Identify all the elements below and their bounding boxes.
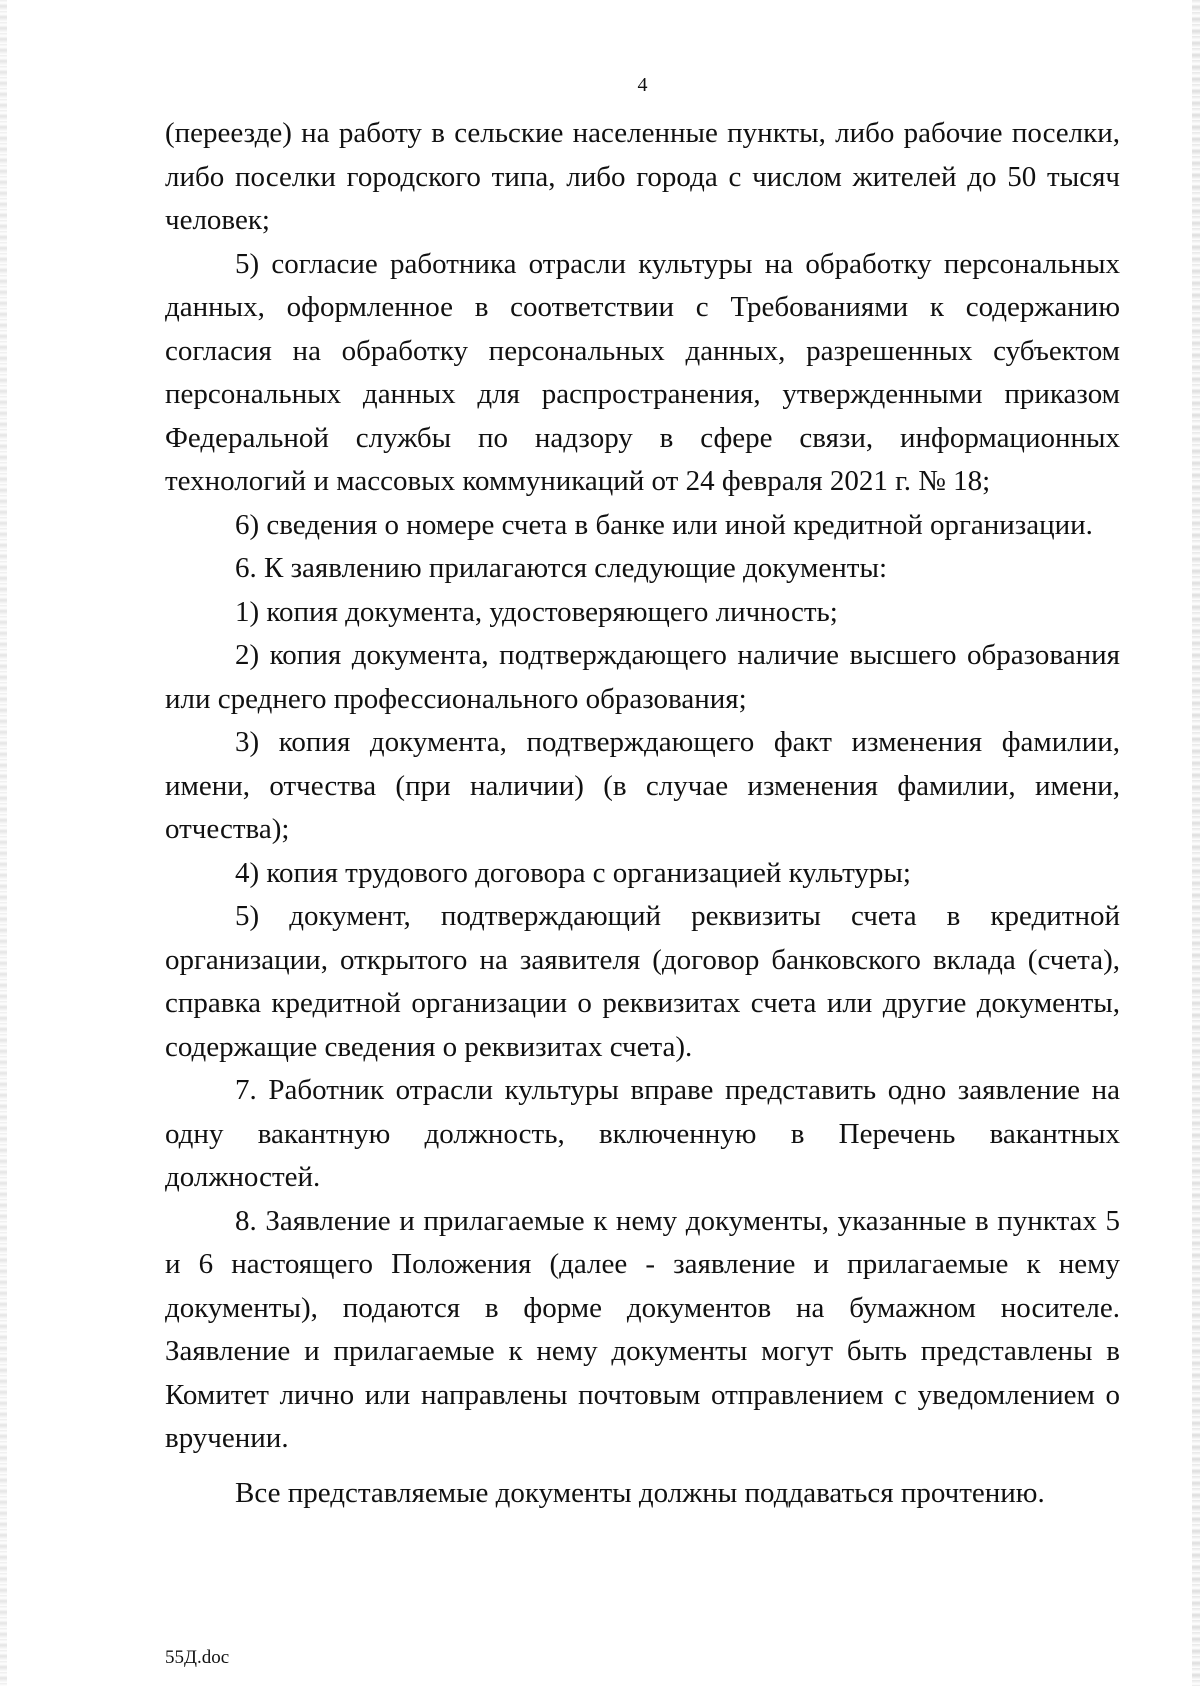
paragraph-doc-4: 4) копия трудового договора с организацией культуры; (235, 856, 911, 889)
scan-edge-right (1192, 0, 1200, 1686)
paragraph-legibility: Все представляемые документы должны поддаваться прочтению. (235, 1476, 1045, 1509)
paragraph-item-5-consent: 5) согласие работника отрасли культуры на обработку персональных данных, оформленное в соответствии с Требованиями к содержанию согласия на обработку персональных данных, разрешенных субъектом персональных данных для распространения, утвержденными приказом Федеральной службы по надзору в сфере связи, информационных технологий и массовых коммуникаций от 24 февраля 2021 г. № 18; (165, 247, 1120, 497)
paragraph-continuation: (переезде) на работу в сельские населенные пункты, либо рабочие поселки, либо поселки городского типа, либо города с числом жителей до 50 тысяч человек; (165, 117, 1120, 236)
paragraph-doc-3: 3) копия документа, подтверждающего факт изменения фамилии, имени, отчества (при наличии) (в случае изменения фамилии, имени, отчества); (165, 726, 1120, 845)
scan-edge-left (0, 0, 7, 1686)
footer-filename: 55Д.doc (165, 1647, 230, 1668)
paragraph-doc-1: 1) копия документа, удостоверяющего личность; (235, 595, 838, 628)
paragraph-section-6: 6. К заявлению прилагаются следующие документы: (235, 552, 888, 584)
paragraph-doc-2: 2) копия документа, подтверждающего наличие высшего образования или среднего профессионального образования; (165, 639, 1120, 715)
paragraph-section-7: 7. Работник отрасли культуры вправе представить одно заявление на одну вакантную должность, включенную в Перечень вакантных должностей. (165, 1074, 1120, 1193)
page-number: 4 (637, 74, 648, 96)
paragraph-doc-5: 5) документ, подтверждающий реквизиты счета в кредитной организации, открытого на заявителя (договор банковского вклада (счета), справка кредитной организации о реквизитах счета или другие документы, содержащие сведения о реквизитах счета). (165, 900, 1120, 1063)
paragraph-item-6-bank-account: 6) сведения о номере счета в банке или иной кредитной организации. (235, 508, 1093, 541)
paragraph-section-8: 8. Заявление и прилагаемые к нему документы, указанные в пунктах 5 и 6 настоящего Положения (далее - заявление и прилагаемые к нему документы), подаются в форме документов на бумажном носителе. Заявление и прилагаемые к нему документы могут быть представлены в Комитет лично или направлены почтовым отправлением с уведомлением о вручении. (165, 1204, 1120, 1454)
document-body (165, 112, 1120, 1515)
